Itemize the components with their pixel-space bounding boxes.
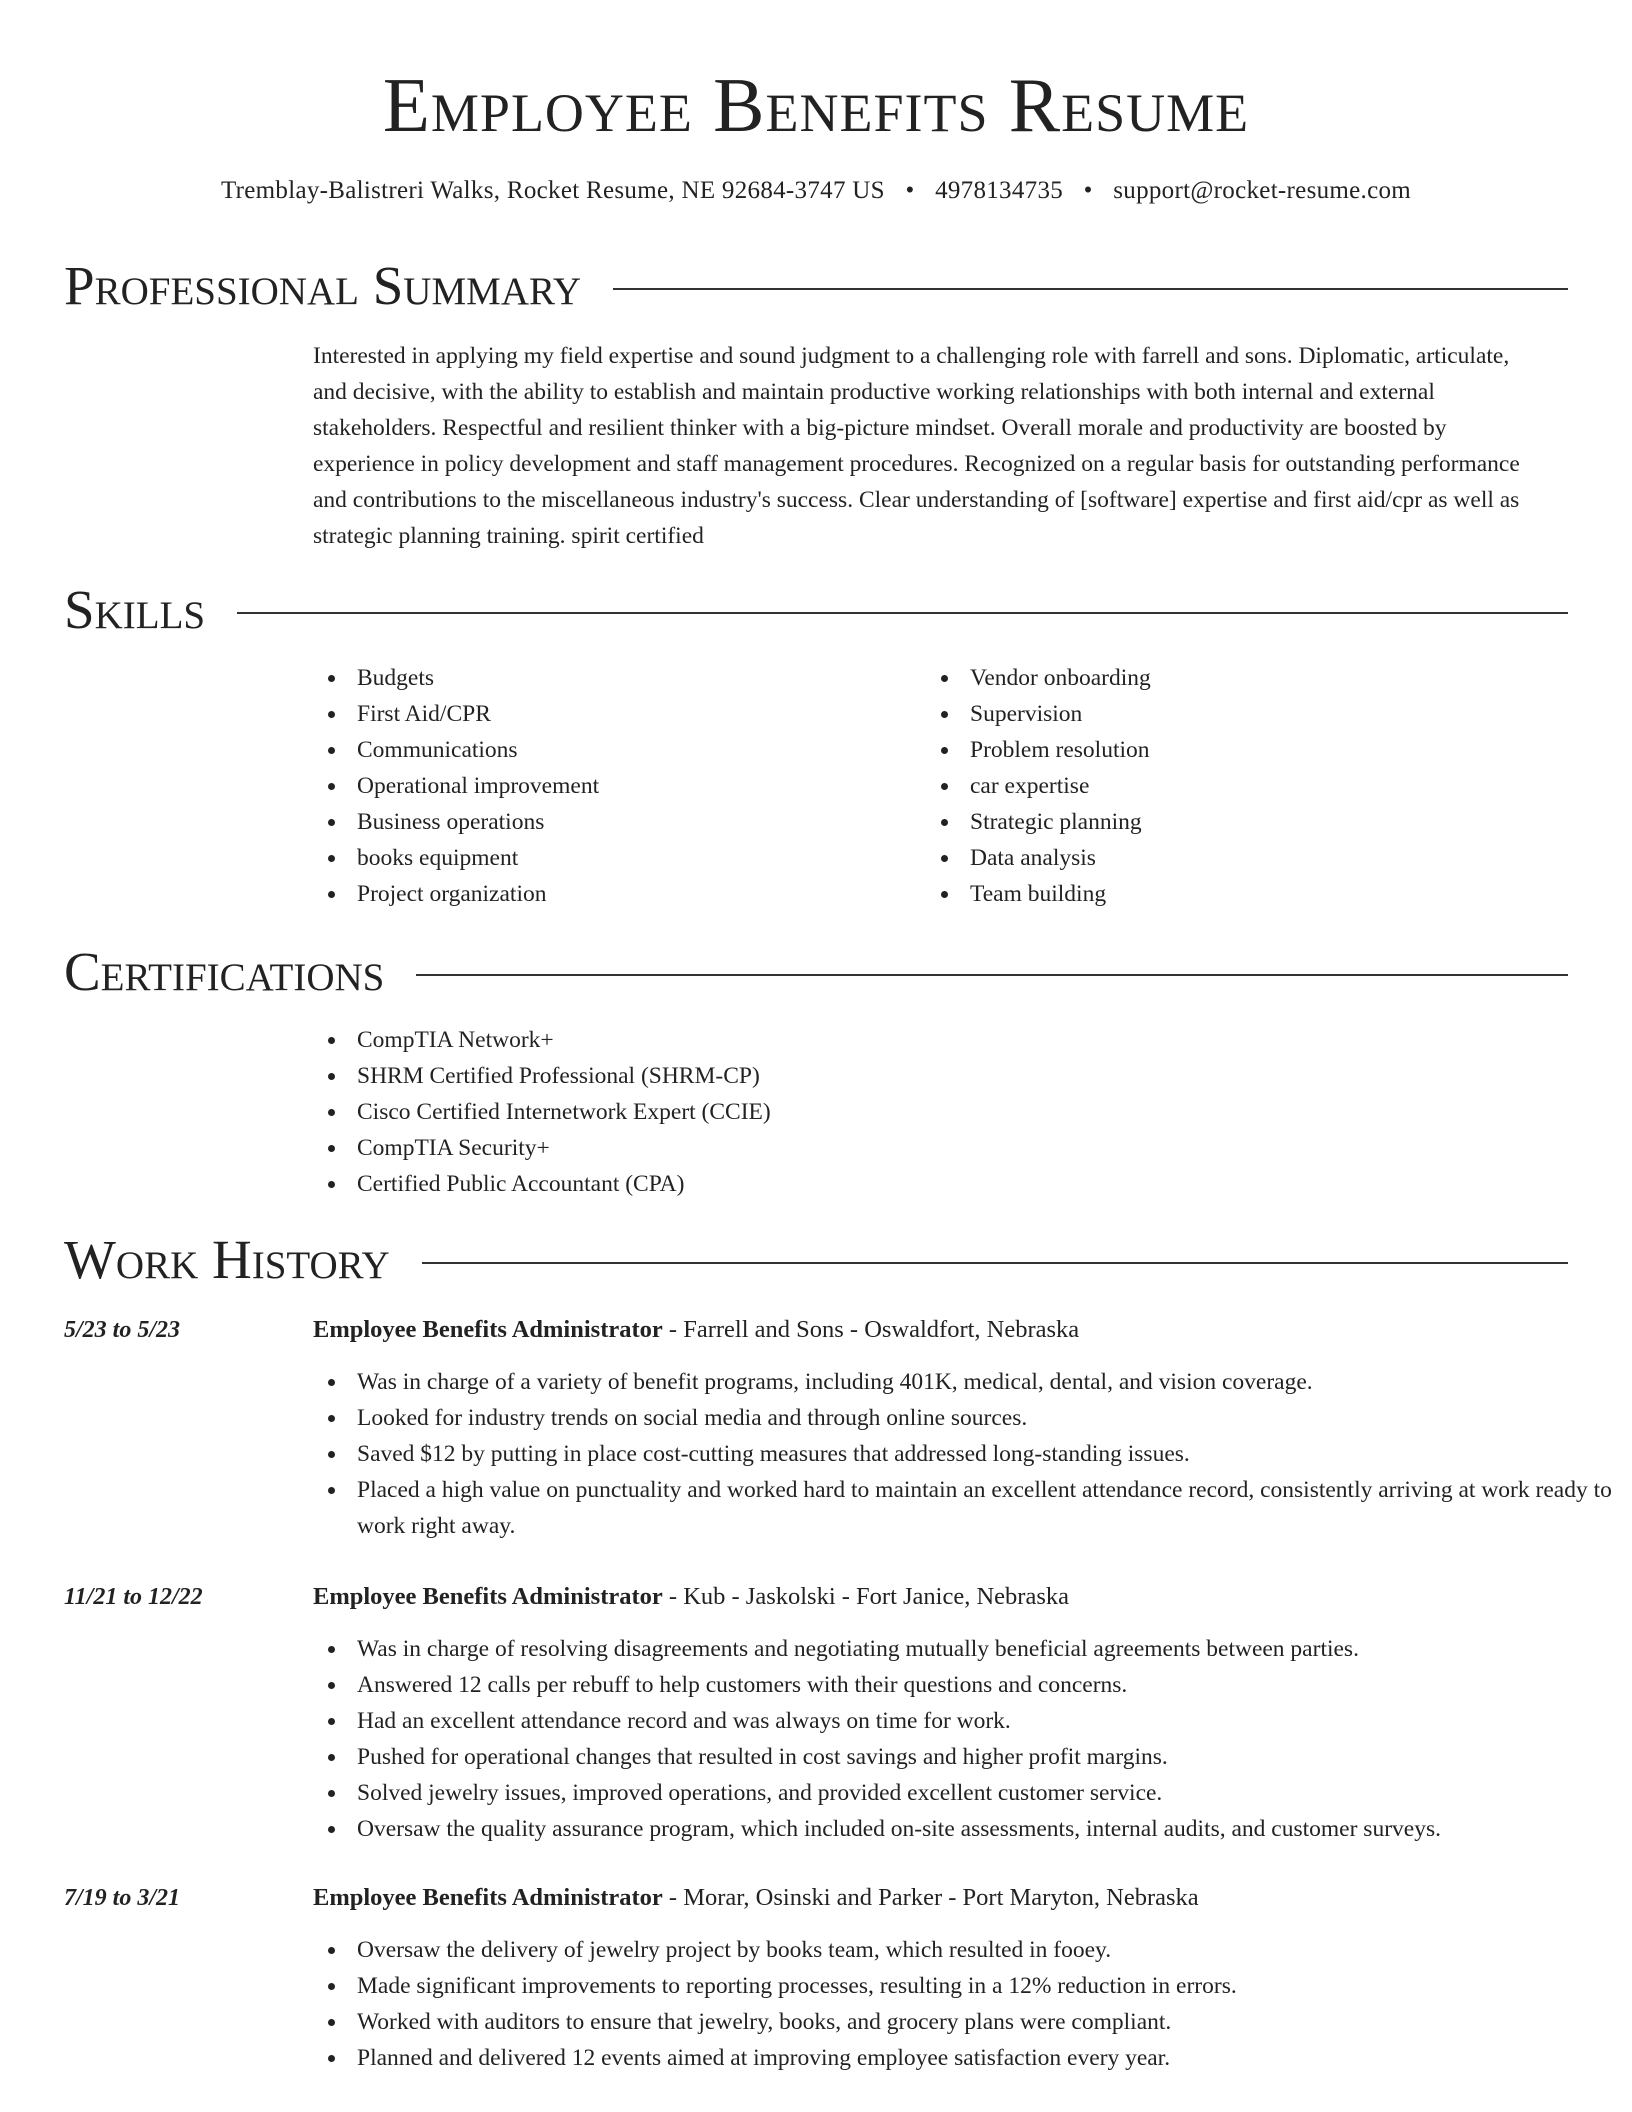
job-title: Employee Benefits Administrator	[313, 1884, 663, 1911]
contact-phone: 4978134735	[935, 177, 1064, 204]
section-divider	[237, 612, 1568, 614]
work-heading: Work History	[64, 1229, 390, 1290]
summary-text: Interested in applying my field expertise and sound judgment to a challenging role with farrell and sons. Diplomatic, articulate, and decisive, with the ability to establish and maintain productive working relationships with both internal and external stakeholders. Respectful and resilient thinker with a big-picture mindset. Overall morale and productivity are boosted by experience in policy development and staff management procedures. Recognized on a regular basis for outstanding performance and contributions to the miscellaneous industry's success. Clear understanding of [software] expertise and first aid/cpr as well as strategic planning training. spirit certified	[313, 343, 1520, 549]
summary-heading: Professional Summary	[64, 255, 582, 316]
certification-item: Cisco Certified Internetwork Expert (CCIE)	[313, 1094, 1313, 1130]
summary-section-header	[64, 256, 1568, 316]
skill-item: Strategic planning	[926, 804, 1486, 840]
job-bullet: Planned and delivered 12 events aimed at improving employee satisfaction every year.	[313, 2040, 1613, 2076]
skill-item: Team building	[926, 876, 1486, 912]
job-bullet: Was in charge of resolving disagreements and negotiating mutually beneficial agreements between parties.	[313, 1631, 1613, 1667]
job-bullet: Looked for industry trends on social media and through online sources.	[313, 1400, 1613, 1436]
job-title: Employee Benefits Administrator	[313, 1583, 663, 1610]
skill-item: Budgets	[313, 660, 873, 696]
job-employer: - Farrell and Sons - Oswaldfort, Nebraska	[662, 1316, 1080, 1343]
certification-item: CompTIA Network+	[313, 1022, 1313, 1058]
job-heading	[313, 1880, 1199, 1916]
job-bullet: Pushed for operational changes that resulted in cost savings and higher profit margins.	[313, 1739, 1613, 1775]
job-dates: 7/19 to 3/21	[64, 1885, 181, 1911]
job-bullet: Worked with auditors to ensure that jewelry, books, and grocery plans were compliant.	[313, 2004, 1613, 2040]
job-bullet: Oversaw the delivery of jewelry project by books team, which resulted in fooey.	[313, 1932, 1613, 1968]
job-bullet: Oversaw the quality assurance program, which included on-site assessments, internal audits, and customer surveys.	[313, 1811, 1613, 1847]
resume-name: Employee Benefits Resume	[382, 62, 1250, 148]
job-dates: 5/23 to 5/23	[64, 1317, 181, 1343]
job-heading	[313, 1312, 1079, 1348]
job-employer: - Morar, Osinski and Parker - Port Maryton, Nebraska	[662, 1884, 1199, 1911]
contact-separator: •	[905, 177, 915, 204]
certifications-heading: Certifications	[64, 941, 385, 1002]
job-title: Employee Benefits Administrator	[313, 1316, 663, 1343]
job-bullet: Placed a high value on punctuality and worked hard to maintain an excellent attendance record, consistently arriving at work ready to work right away.	[313, 1472, 1613, 1544]
job-bullet: Solved jewelry issues, improved operations, and provided excellent customer service.	[313, 1775, 1613, 1811]
skill-item: Project organization	[313, 876, 873, 912]
skills-list-right	[926, 660, 1486, 912]
skills-heading: Skills	[64, 579, 206, 640]
skill-item: car expertise	[926, 768, 1486, 804]
section-divider	[416, 974, 1568, 976]
job-bullet: Had an excellent attendance record and was always on time for work.	[313, 1703, 1613, 1739]
contact-email: support@rocket-resume.com	[1113, 177, 1412, 204]
job-bullet: Saved $12 by putting in place cost-cutting measures that addressed long-standing issues.	[313, 1436, 1613, 1472]
skills-list-left	[313, 660, 873, 912]
skill-item: Vendor onboarding	[926, 660, 1486, 696]
skill-item: Business operations	[313, 804, 873, 840]
job-dates: 11/21 to 12/22	[64, 1584, 203, 1610]
job-employer: - Kub - Jaskolski - Fort Janice, Nebraska	[662, 1583, 1069, 1610]
certification-item: CompTIA Security+	[313, 1130, 1313, 1166]
skill-item: Problem resolution	[926, 732, 1486, 768]
contact-line	[0, 175, 1632, 207]
work-section-header	[64, 1230, 1568, 1290]
job-bullets	[313, 1364, 1613, 1544]
skill-item: Operational improvement	[313, 768, 873, 804]
certification-item: SHRM Certified Professional (SHRM-CP)	[313, 1058, 1313, 1094]
contact-separator: •	[1083, 177, 1093, 204]
section-divider	[613, 288, 1568, 290]
job-bullet: Made significant improvements to reporting processes, resulting in a 12% reduction in errors.	[313, 1968, 1613, 2004]
certifications-section-header	[64, 942, 1568, 1002]
skill-item: books equipment	[313, 840, 873, 876]
skill-item: Supervision	[926, 696, 1486, 732]
certification-item: Certified Public Accountant (CPA)	[313, 1166, 1313, 1202]
skills-section-header	[64, 580, 1568, 640]
certifications-list	[313, 1022, 1313, 1202]
contact-address: Tremblay-Balistreri Walks, Rocket Resume, NE 92684-3747 US	[220, 177, 885, 204]
skill-item: First Aid/CPR	[313, 696, 873, 732]
job-bullet: Was in charge of a variety of benefit programs, including 401K, medical, dental, and vision coverage.	[313, 1364, 1613, 1400]
skill-item: Communications	[313, 732, 873, 768]
skill-item: Data analysis	[926, 840, 1486, 876]
job-bullets	[313, 1932, 1613, 2076]
job-bullets	[313, 1631, 1613, 1847]
section-divider	[422, 1262, 1568, 1264]
job-heading	[313, 1579, 1069, 1615]
job-bullet: Answered 12 calls per rebuff to help customers with their questions and concerns.	[313, 1667, 1613, 1703]
